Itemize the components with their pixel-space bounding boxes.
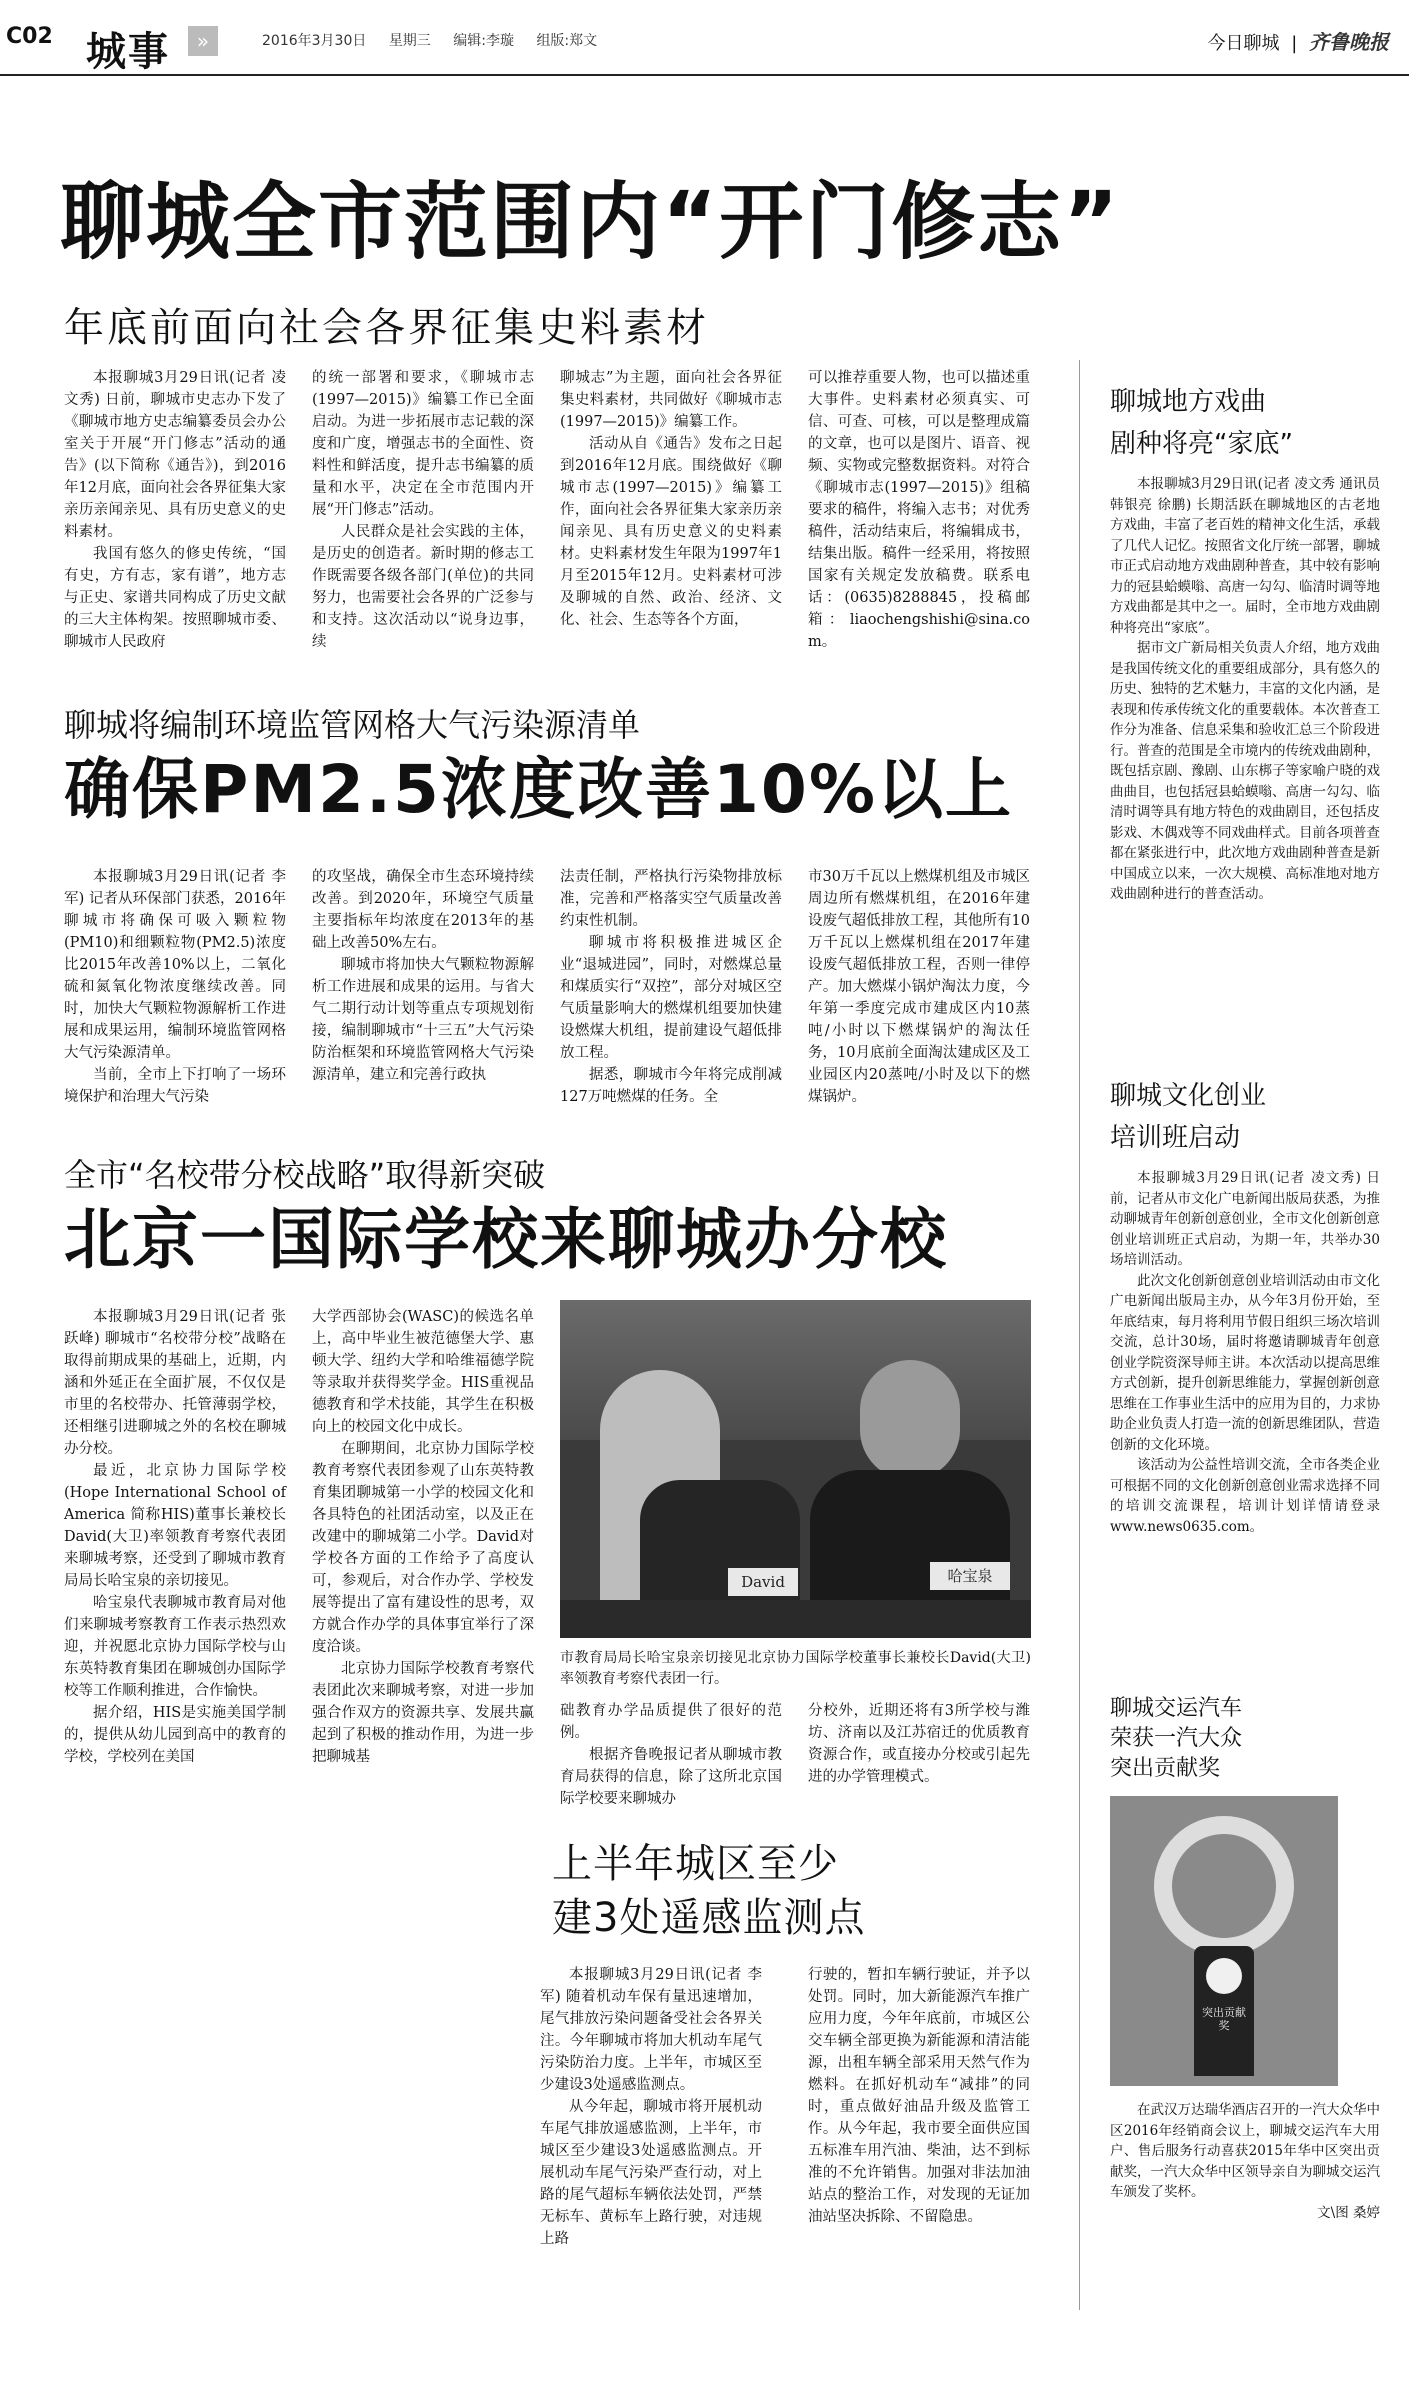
paragraph: 聊城志”为主题，面向社会各界征集史料素材，共同做好《聊城市志(1997—2015)》编纂工作。 — [560, 370, 782, 430]
article1-col3 — [560, 367, 782, 631]
article3-title: 北京一国际学校来聊城办分校 — [64, 1201, 948, 1278]
article2-col4 — [808, 866, 1030, 1108]
article2-col2 — [312, 866, 534, 1086]
paragraph: 哈宝泉代表聊城市教育局对他们来聊城考察教育工作表示热烈欢迎，并祝愿北京协力国际学校与山东英特教育集团在聊城创办国际学校等工作顺利推进，合作愉快。 — [64, 1595, 286, 1699]
paragraph: 当前，全市上下打响了一场环境保护和治理大气污染 — [64, 1067, 286, 1105]
paragraph: 行驶的，暂扣车辆行驶证，并予以处罚。同时，加大新能源汽车推广应用力度，今年年底前，市城区公交车辆全部更换为新能源和清洁能源，出租车辆全部采用天然气作为燃料。在抓好机动车“减排”的同时，重点做好油品升级及监管工作。从今年起，我市要全面供应国五标准车用汽油、柴油，达不到标准的不允许销售。加强对非法加油站点的整治工作，对发现的无证加油站坚决拆除、不留隐患。 — [808, 1967, 1030, 2225]
article3-col2 — [312, 1306, 534, 1768]
article1-col4 — [808, 367, 1030, 653]
double-chevron-icon: » — [188, 26, 218, 56]
side3-title-line1: 聊城交运汽车 — [1110, 1696, 1243, 1721]
paragraph: 根据齐鲁晚报记者从聊城市教育局获得的信息，除了这所北京国际学校要来聊城办 — [560, 1747, 782, 1807]
sidebar-divider — [1079, 360, 1080, 2310]
paper-logo: 齐鲁晚报 — [1309, 30, 1389, 54]
side2-title-line1: 聊城文化创业 — [1110, 1081, 1267, 1111]
paragraph: 我国有悠久的修史传统，“国有史，方有志，家有谱”，地方志与正史、家谱共同构成了历史文献的三大主体构架。按照聊城市委、聊城市人民政府 — [64, 546, 286, 650]
name-card-ha: 哈宝泉 — [930, 1562, 1010, 1590]
article3-col4 — [808, 1700, 1030, 1788]
paragraph: 本报聊城3月29日讯(记者 李军) 记者从环保部门获悉，2016年聊城市将确保可吸入颗粒物(PM10)和细颗粒物(PM2.5)浓度比2015年改善10%以上，二氧化硫和氮氧化物浓度继续改善。同时，加快大气颗粒物源解析工作进展和成果运用，编制环境监管网格大气污染源清单。 — [64, 869, 286, 1061]
article4-title-line2: 建3处遥感监测点 — [552, 1895, 866, 1941]
header-rule — [0, 74, 1409, 76]
photo-caption: 市教育局局长哈宝泉亲切接见北京协力国际学校董事长兼校长David(大卫)率领教育考察代表团一行。 — [560, 1650, 1031, 1687]
paragraph: 本报聊城3月29日讯(记者 张跃峰) 聊城市“名校带分校”战略在取得前期成果的基础上，近期，内涵和外延正在全面扩展，不仅仅是市里的名校带办、托管薄弱学校，还相继引进聊城之外的名校在聊城办分校。 — [64, 1309, 286, 1457]
paragraph: 本报聊城3月29日讯(记者 李军) 随着机动车保有量迅速增加，尾气排放污染问题备受社会各界关注。今年聊城市将加大机动车尾气污染防治力度。上半年，市城区至少建设3处遥感监测点。 — [540, 1967, 762, 2093]
article2-col1 — [64, 866, 286, 1108]
paragraph: 大学西部协会(WASC)的候选名单上，高中毕业生被范德堡大学、惠顿大学、纽约大学和哈维福德学院等录取并获得奖学金。HIS重视品德教育和学术技能，其学生在积极向上的校园文化中成长。 — [312, 1309, 534, 1435]
paragraph: 法责任制，严格执行污染物排放标准，完善和严格落实空气质量改善约束性机制。 — [560, 869, 782, 929]
article1-col1 — [64, 367, 286, 653]
paragraph: 可以推荐重要人物，也可以描述重大事件。史料素材必须真实、可信、可查、可核，可以是整理成篇的文章，也可以是图片、语音、视频、实物或完整数据资料。对符合《聊城市志(1997—2015)》组稿要求的稿件，将编入志书；对优秀稿件，活动结束后，将编辑成书，结集出版。稿件一经采用，将按照国家有关规定发放稿费。联系电话：(0635)8288845，投稿邮箱：liaochengshishi@sina.com。 — [808, 370, 1030, 650]
side2-title-line2: 培训班启动 — [1110, 1123, 1241, 1153]
paragraph: 聊城市将加快大气颗粒物源解析工作进展和成果的运用。与省大气二期行动计划等重点专项规划衔接，编制聊城市“十三五”大气污染防治框架和环境监管网格大气污染源清单，建立和完善行政执 — [312, 957, 534, 1083]
paragraph: 此次文化创新创意创业培训活动由市文化广电新闻出版局主办，从今年3月份开始，至年底结束，每月将利用节假日组织三场次培训交流，总计30场，届时将邀请聊城青年创意创业学院资深导师主讲。本次活动以提高思维方式创新，提升创新思维能力，掌握创新创意思维在工作事业生活中的应用为目的，力求协助企业负责人打造一流的创新思维团队，营造创新的文化环境。 — [1110, 1272, 1380, 1453]
side1-title-line1: 聊城地方戏曲 — [1110, 387, 1267, 417]
paragraph: 从今年起，聊城市将开展机动车尾气排放遥感监测，上半年，市城区至少建设3处遥感监测点。开展机动车尾气污染严查行动，对上路的尾气超标车辆依法处罚，严禁无标车、黄标车上路行驶，对违规上路 — [540, 2099, 762, 2247]
article2-col3 — [560, 866, 782, 1108]
paragraph: 市30万千瓦以上燃煤机组及市城区周边所有燃煤机组，在2016年建设废气超低排放工程，其他所有10万千瓦以上燃煤机组在2017年建设废气超低排放工程，否则一律停产。加大燃煤小锅炉淘汰力度，今年第一季度完成市建成区内10蒸吨/小时以下燃煤锅炉的淘汰任务，10月底前全面淘汰建成区及工业园区内20蒸吨/小时及以下的燃煤锅炉。 — [808, 869, 1030, 1105]
paragraph: 据市文广新局相关负责人介绍，地方戏曲是我国传统文化的重要组成部分，具有悠久的历史、独特的艺术魅力，丰富的文化内涵，是表现和传承传统文化的重要载体。本次普查工作分为准备、信息采集和验收汇总三个阶段进行。普查的范围是全市境内的传统戏曲剧种，既包括京剧、豫剧、山东梆子等家喻户晓的戏曲曲目，也包括冠县蛤蟆嗡、高唐一勾勾、临清时调等具有地方特色的戏曲剧目，还包括皮影戏、木偶戏等不同戏曲样式。目前各项普查都在紧张进行中，此次地方戏曲剧种普查是新中国成立以来，一次大规模、高标准地对地方戏曲剧种进行的普查活动。 — [1110, 640, 1380, 902]
paragraph: 最近，北京协力国际学校(Hope International School of America 简称HIS)董事长兼校长David(大卫)率领教育考察代表团来聊城考察，还受到了聊城市教育局局长哈宝泉的亲切接见。 — [64, 1463, 286, 1589]
article3-kicker: 全市“名校带分校战略”取得新突破 — [64, 1156, 546, 1194]
article3-col1 — [64, 1306, 286, 1768]
name-card-david: David — [728, 1568, 798, 1596]
side1-title-line2: 剧种将亮“家底” — [1110, 429, 1293, 459]
article2-title: 确保PM2.5浓度改善10%以上 — [64, 751, 1013, 828]
meeting-photo — [560, 1300, 1031, 1638]
paragraph: 的统一部署和要求，《聊城市志(1997—2015)》编纂工作已全面启动。为进一步拓展市志记载的深度和广度，增强志书的全面性、资料性和鲜活度，提升志书编纂的质量和水平，决定在全市范围内开展“开门修志”活动。 — [312, 370, 534, 518]
trophy-inscription: 突出贡献奖 — [1202, 2006, 1246, 2032]
masthead-brand: 今日聊城 | 齐鲁晚报 — [1207, 30, 1389, 54]
article2-kicker: 聊城将编制环境监管网格大气污染源清单 — [64, 706, 641, 744]
issue-weekday: 星期三 — [388, 33, 431, 49]
paragraph: 的攻坚战，确保全市生态环境持续改善。到2020年，环境空气质量主要指标年均浓度在2013年的基础上改善50%左右。 — [312, 869, 534, 951]
column-name: 今日聊城 — [1207, 33, 1280, 54]
issue-layout: 组版:郑文 — [536, 33, 598, 49]
issue-date: 2016年3月30日 — [262, 33, 367, 49]
paragraph: 础教育办学品质提供了很好的范例。 — [560, 1703, 782, 1741]
paragraph: 据介绍，HIS是实施美国学制的，提供从幼儿园到高中的教育的学校，学校列在美国 — [64, 1705, 286, 1765]
issue-meta — [262, 30, 615, 50]
side1-body — [1110, 474, 1380, 905]
side3-caption — [1110, 2100, 1380, 2223]
side2-body — [1110, 1168, 1380, 1537]
paragraph: 本报聊城3月29日讯(记者 凌文秀) 日前，聊城市史志办下发了《聊城市地方史志编纂委员会办公室关于开展“开门修志”活动的通告》(以下简称《通告》)，到2016年12月底，面向社会各界征集大家亲历亲闻亲见、具有历史意义的史料素材。 — [64, 370, 286, 540]
section-title: 城事 — [86, 28, 170, 75]
article1-title: 聊城全市范围内“开门修志” — [60, 173, 1121, 271]
article4-title-line1: 上半年城区至少 — [552, 1841, 839, 1887]
paragraph: 本报聊城3月29日讯(记者 凌文秀) 日前，记者从市文化广电新闻出版局获悉，为推动聊城青年创新创意创业，全市文化创新创意创业培训班正式启动，为期一年，共举办30场培训活动。 — [1110, 1170, 1380, 1268]
side3-title-line3: 突出贡献奖 — [1110, 1756, 1221, 1781]
paragraph: 人民群众是社会实践的主体，是历史的创造者。新时期的修志工作既需要各级各部门(单位)的共同努力，也需要社会各界的广泛参与和支持。这次活动以“说身边事，续 — [312, 524, 534, 650]
paragraph: 活动从自《通告》发布之日起到2016年12月底。围绕做好《聊城市志(1997—2015)》编纂工作，面向社会各界征集大家亲历亲闻亲见、具有历史意义的史料素材。史料素材发生年限为1997年1月至2015年12月。史料素材可涉及聊城的自然、政治、经济、文化、社会、生态等各个方面， — [560, 436, 782, 628]
article1-col2 — [312, 367, 534, 653]
issue-editor: 编辑:李璇 — [453, 33, 514, 49]
paragraph: 聊城市将积极推进城区企业“退城进园”，同时，对燃煤总量和煤质实行“双控”，部分对城区空气质量影响大的燃煤机组要加快建设燃煤大机组，提前建设气超低排放工程。 — [560, 935, 782, 1061]
page-number: C02 — [6, 24, 53, 49]
award-photo — [1110, 1796, 1338, 2086]
paragraph: 该活动为公益性培训交流，全市各类企业可根据不同的文化创新创意创业需求选择不同的培训交流课程，培训计划详情请登录www.news0635.com。 — [1110, 1457, 1380, 1535]
article1-subtitle: 年底前面向社会各界征集史料素材 — [64, 305, 709, 351]
article3-col3 — [560, 1700, 782, 1810]
article4-col2 — [808, 1964, 1030, 2228]
paragraph: 本报聊城3月29日讯(记者 凌文秀 通讯员 韩银亮 徐鹏) 长期活跃在聊城地区的古老地方戏曲，丰富了老百姓的精神文化生活，承载了几代人记忆。按照省文化厅统一部署，聊城市正式启动地方戏曲剧种普查，其中较有影响力的冠县蛤蟆嗡、高唐一勾勾、临清时调等地方戏曲都是其中之一。届时，全市地方戏曲剧种将亮出“家底”。 — [1110, 476, 1380, 636]
photo-credit: 文\图 桑婷 — [1317, 2204, 1380, 2221]
paragraph: 北京协力国际学校教育考察代表团此次来聊城考察，对进一步加强合作双方的资源共享、发展共赢起到了积极的推动作用，为进一步把聊城基 — [312, 1661, 534, 1765]
paragraph: 在聊期间，北京协力国际学校教育考察代表团参观了山东英特教育集团聊城第一小学的校园文化和各具特色的社团活动室，以及正在改建中的聊城第二小学。David对学校各方面的工作给予了高度认可，参观后，对合作办学、学校发展等提出了富有建设性的思考，双方就合作办学的具体事宜举行了深度洽谈。 — [312, 1441, 534, 1655]
paragraph: 分校外，近期还将有3所学校与潍坊、济南以及江苏宿迁的优质教育资源合作，或直接办分校或引起先进的办学管理模式。 — [808, 1703, 1030, 1785]
paragraph: 据悉，聊城市今年将完成削减127万吨燃煤的任务。全 — [560, 1067, 782, 1105]
side3-title-line2: 荣获一汽大众 — [1110, 1726, 1243, 1751]
paragraph: 在武汉万达瑞华酒店召开的一汽大众华中区2016年经销商会议上，聊城交运汽车大用户、售后服务行动喜获2015年华中区突出贡献奖，一汽大众华中区领导亲自为聊城交运汽车颁发了奖杯。 — [1110, 2102, 1380, 2200]
article4-col1 — [540, 1964, 762, 2250]
